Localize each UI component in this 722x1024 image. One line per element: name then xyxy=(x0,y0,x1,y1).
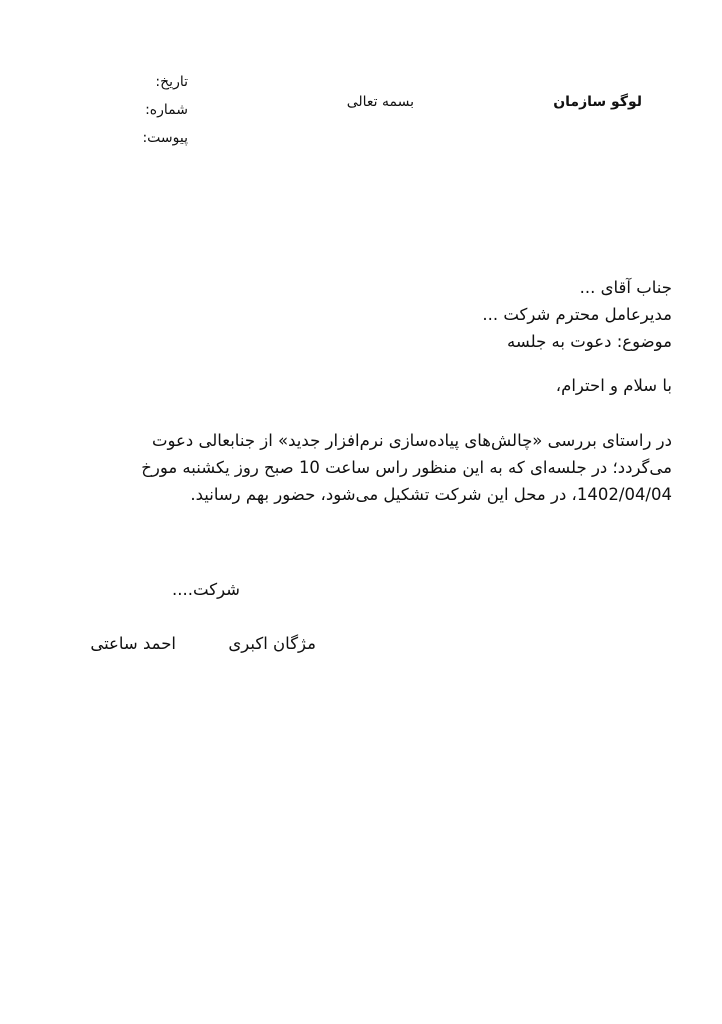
recipient-title: مدیرعامل محترم شرکت ... xyxy=(482,305,672,324)
letter-subject: موضوع: دعوت به جلسه xyxy=(507,332,672,351)
company-signature-heading: شرکت.... xyxy=(172,580,240,599)
signer-name: مژگان اکبری xyxy=(228,634,316,653)
besmellah-heading: بسمه تعالی xyxy=(346,94,414,110)
body-line: 1402/04/04، در محل این شرکت تشکیل می‌شود، حضور بهم رسانید. xyxy=(190,485,672,504)
letter-meta-block xyxy=(48,68,188,152)
organization-logo-text: لوگو سازمان xyxy=(553,94,642,110)
attachment-label: پیوست: xyxy=(142,130,188,146)
date-label: تاریخ: xyxy=(155,74,188,90)
recipient-name: جناب آقای ... xyxy=(579,278,672,297)
letter-body xyxy=(72,427,672,508)
body-line: می‌گردد؛ در جلسه‌ای که به این منظور راس ساعت 10 صبح روز یکشنبه مورخ xyxy=(141,458,672,477)
body-line: در راستای بررسی «چالش‌های پیاده‌سازی نرم‌افزار جدید» از جنابعالی دعوت xyxy=(151,431,672,450)
greeting: با سلام و احترام، xyxy=(555,376,672,395)
recipient-block xyxy=(482,274,672,355)
signer-name: احمد ساعتی xyxy=(90,634,176,653)
number-label: شماره: xyxy=(145,102,188,118)
